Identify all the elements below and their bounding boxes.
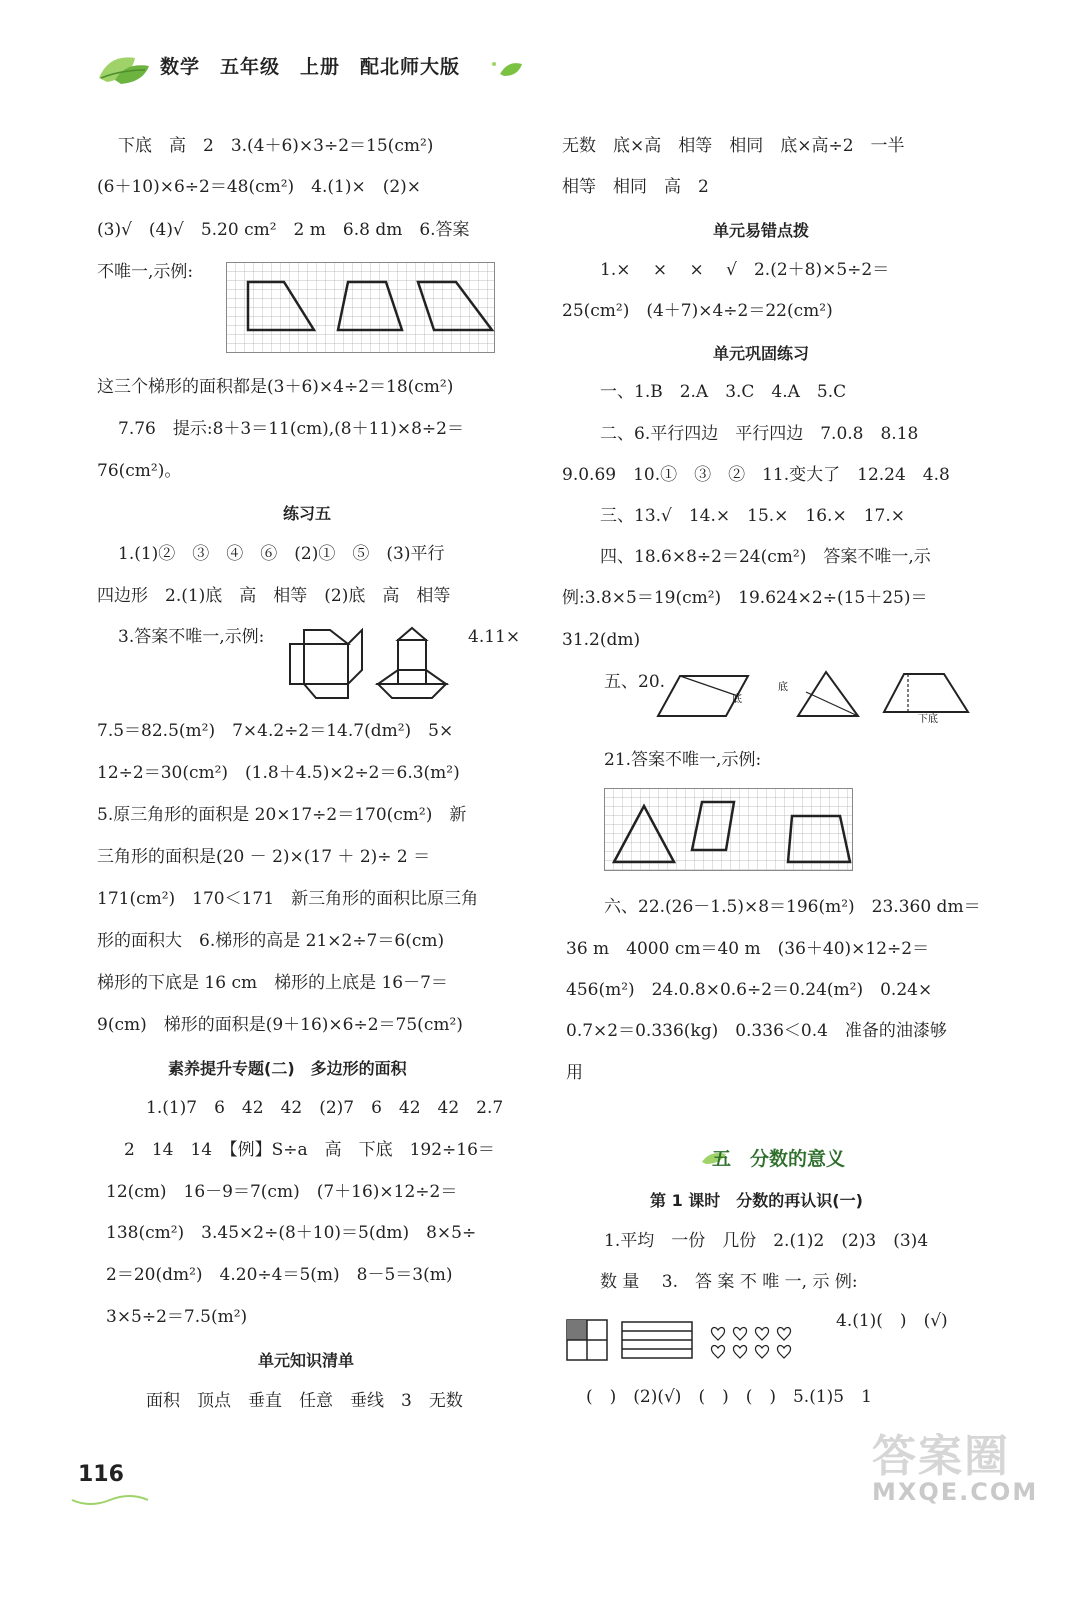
left-line-2: (6＋10)×6÷2＝48(cm²) 4.(1)× (2)× [97, 177, 422, 197]
consol-line-10: 六、22.(26－1.5)×8＝196(m²) 23.360 dm＝ [604, 897, 981, 917]
special-line-5: 2＝20(dm²) 4.20÷4＝5(m) 8－5＝3(m) [106, 1265, 453, 1285]
ex5-line-5: 7.5＝82.5(m²) 7×4.2÷2＝14.7(dm²) 5× [97, 721, 454, 741]
lesson-line-3: 4.(1)( ) (√) [836, 1311, 948, 1331]
consol-line-7: 31.2(dm) [562, 630, 641, 650]
page-number: 116 [78, 1462, 124, 1487]
header-title: 数学 五年级 上册 配北师大版 [160, 56, 461, 78]
consol-line-6: 例:3.8×5＝19(cm²) 19.624×2÷(15＋25)＝ [562, 588, 928, 608]
ex5-line-2: 四边形 2.(1)底 高 相等 (2)底 高 相等 [97, 586, 451, 606]
ex5-line-10: 形的面积大 6.梯形的高是 21×2÷7＝6(cm) [97, 931, 445, 951]
special-line-1: 1.(1)7 6 42 42 (2)7 6 42 42 2.7 [146, 1098, 504, 1118]
consol-line-11: 36 m 4000 cm＝40 m (36＋40)×12÷2＝ [566, 939, 930, 959]
exercise-5-title: 练习五 [283, 504, 332, 523]
right-line-2: 相等 相同 高 2 [562, 177, 709, 197]
special-line-4: 138(cm²) 3.45×2÷(8＋10)＝5(dm) 8×5÷ [106, 1223, 477, 1243]
consol-line-12: 456(m²) 24.0.8×0.6÷2＝0.24(m²) 0.24× [566, 980, 933, 1000]
watermark-logo-icon: 答案圈 [872, 1431, 1010, 1482]
consol-line-5: 四、18.6×8÷2＝24(cm²) 答案不唯一,示 [600, 547, 931, 567]
special-line-6: 3×5÷2＝7.5(m²) [106, 1307, 248, 1327]
net-figure-2 [374, 626, 450, 706]
consol-line-8: 五、20. [604, 672, 666, 692]
fig20-label-3: 下底 [918, 714, 938, 724]
left-line-7: 76(cm²)。 [97, 461, 182, 481]
header-small-leaf-icon [490, 58, 526, 82]
mistake-line-2: 25(cm²) (4＋7)×4÷2＝22(cm²) [562, 301, 833, 321]
special-line-2: 2 14 14 【例】S÷a 高 下底 192÷16＝ [124, 1140, 495, 1160]
mistake-line-1: 1.× × × √ 2.(2＋8)×5÷2＝ [600, 260, 890, 280]
q20-figures [652, 664, 982, 728]
fig20-label-2: 底 [778, 682, 788, 693]
consol-line-4: 三、13.√ 14.× 15.× 16.× 17.× [600, 506, 905, 526]
consol-line-1: 一、1.B 2.A 3.C 4.A 5.C [600, 382, 847, 402]
right-line-1: 无数 底×高 相等 相同 底×高÷2 一半 [562, 136, 905, 156]
knowledge-list-title: 单元知识清单 [258, 1351, 355, 1370]
ex5-line-11: 梯形的下底是 16 cm 梯形的上底是 16－7＝ [97, 973, 448, 993]
consol-line-14: 用 [566, 1063, 583, 1083]
ex5-line-9: 171(cm²) 170＜171 新三角形的面积比原三角 [97, 889, 479, 909]
watermark-text: MXQE.COM [872, 1478, 1039, 1506]
footer-curve-decoration [70, 1492, 150, 1512]
knowledge-line: 面积 顶点 垂直 任意 垂线 3 无数 [146, 1391, 463, 1411]
fraction-example-figures [566, 1316, 826, 1368]
trapezoid-grid-figure [226, 262, 496, 358]
consolidation-title: 单元巩固练习 [713, 344, 810, 363]
header-leaf-icon [95, 48, 155, 88]
special-topic-title: 素养提升专题(二) 多边形的面积 [168, 1059, 407, 1078]
mistake-title: 单元易错点拨 [713, 221, 810, 240]
ex5-line-1: 1.(1)② ③ ④ ⑥ (2)① ⑤ (3)平行 [118, 544, 445, 564]
lesson-line-2: 数 量 3. 答 案 不 唯 一, 示 例: [600, 1272, 858, 1292]
ex5-line-8: 三角形的面积是(20 － 2)×(17 ＋ 2)÷ 2 ＝ [97, 847, 431, 867]
consol-line-9: 21.答案不唯一,示例: [604, 750, 762, 770]
left-line-1: 下底 高 2 3.(4＋6)×3÷2＝15(cm²) [118, 136, 434, 156]
net-figure-1 [286, 626, 366, 706]
lesson-line-1: 1.平均 一份 几份 2.(1)2 (2)3 (3)4 [604, 1231, 929, 1251]
left-line-6: 7.76 提示:8＋3＝11(cm),(8＋11)×8÷2＝ [118, 419, 464, 439]
left-line-5: 这三个梯形的面积都是(3＋6)×4÷2＝18(cm²) [97, 377, 454, 397]
consol-line-3: 9.0.69 10.① ③ ② 11.变大了 12.24 4.8 [562, 465, 950, 485]
left-line-3: (3)√ (4)√ 5.20 cm² 2 m 6.8 dm 6.答案 [97, 220, 470, 240]
consol-line-13: 0.7×2＝0.336(kg) 0.336＜0.4 准备的油漆够 [566, 1021, 947, 1041]
special-line-3: 12(cm) 16－9＝7(cm) (7＋16)×12÷2＝ [106, 1182, 458, 1202]
ex5-line-3: 3.答案不唯一,示例: [118, 627, 265, 647]
ex5-line-6: 12÷2＝30(cm²) (1.8＋4.5)×2÷2＝6.3(m²) [97, 763, 460, 783]
fig20-label-1: 底 [732, 694, 742, 705]
lesson-title: 第 1 课时 分数的再认识(一) [650, 1191, 863, 1210]
ex5-line-12: 9(cm) 梯形的面积是(9＋16)×6÷2＝75(cm²) [97, 1015, 463, 1035]
ex5-line-7: 5.原三角形的面积是 20×17÷2＝170(cm²) 新 [97, 805, 467, 825]
lesson-line-4: ( ) (2)(√) ( ) ( ) 5.(1)5 1 [586, 1387, 872, 1407]
q21-grid-figure [604, 788, 854, 876]
left-line-4: 不唯一,示例: [97, 262, 194, 282]
ex5-line-4: 4.11× [468, 627, 521, 647]
unit5-title: 五 分数的意义 [712, 1148, 846, 1170]
consol-line-2: 二、6.平行四边 平行四边 7.0.8 8.18 [600, 424, 919, 444]
